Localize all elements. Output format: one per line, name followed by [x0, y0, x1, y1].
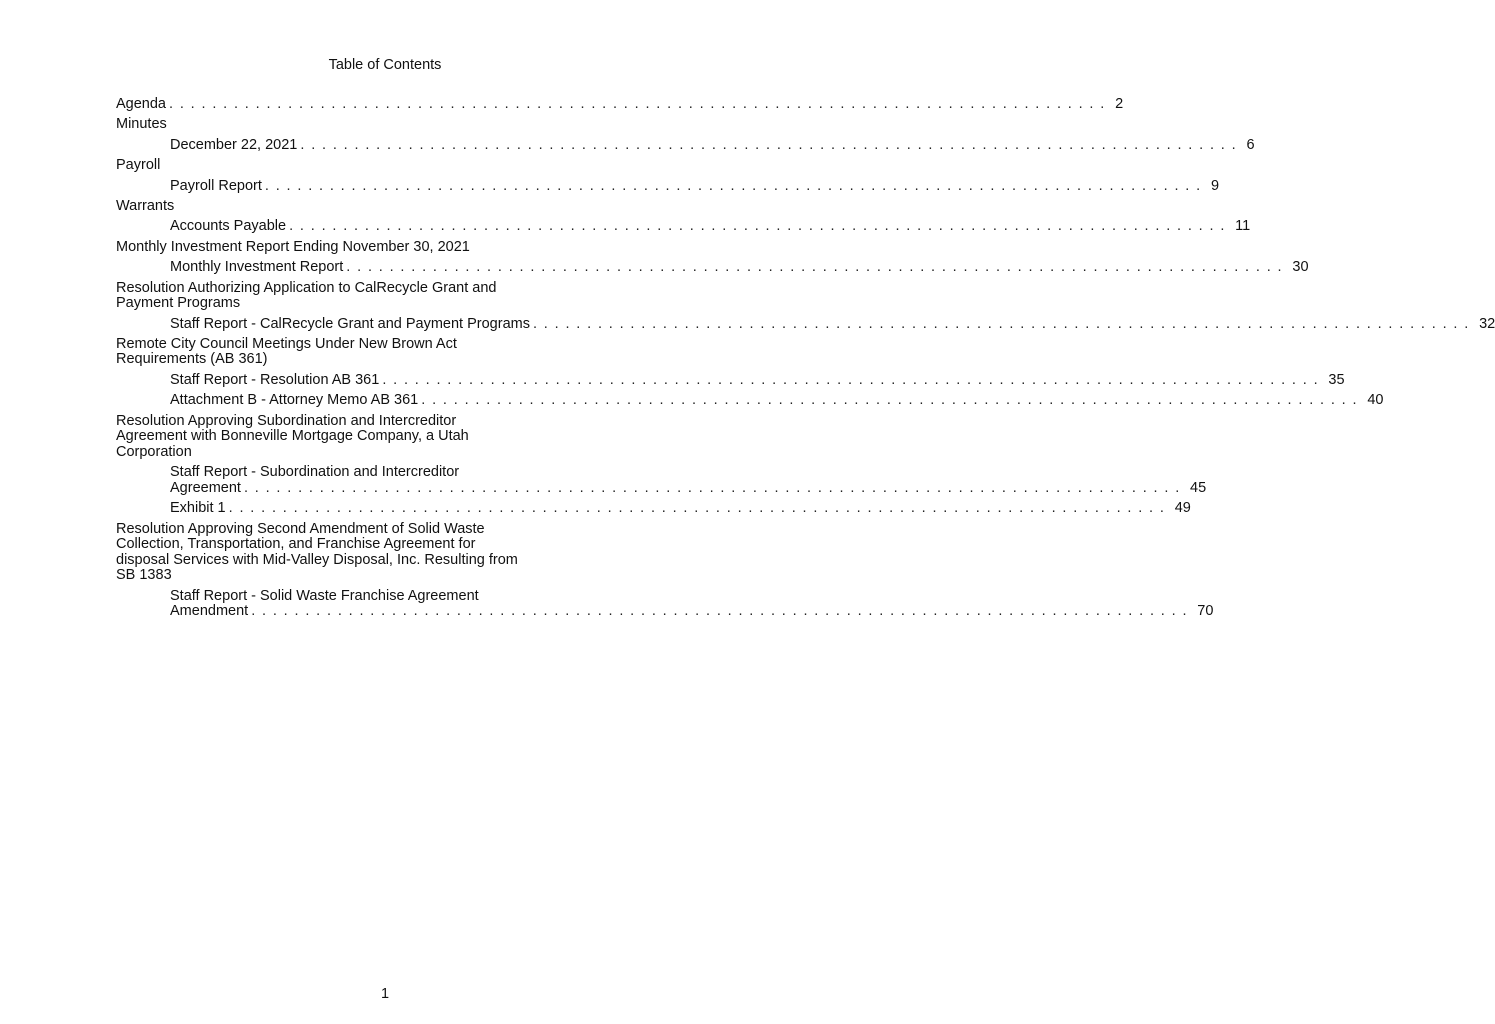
toc-entry-label: Accounts Payable: [170, 218, 287, 235]
toc-entry-label: Monthly Investment Report: [170, 259, 344, 276]
toc-section-remote-meetings: [116, 337, 624, 368]
dot-leader: .......................................................................................: [382, 371, 1325, 388]
toc-entry-attorney-memo-ab-361[interactable]: [116, 392, 1384, 409]
toc-entry-monthly-investment-report[interactable]: [116, 259, 1309, 276]
toc-entry-label: December 22, 2021: [170, 136, 298, 153]
toc-section-heading: Minutes: [116, 116, 167, 133]
toc-entry-label: Exhibit 1: [170, 500, 226, 517]
toc-entry-label: Agreement: [170, 479, 241, 496]
toc-entry-exhibit-1[interactable]: [116, 500, 1191, 517]
toc-section-subordination: [116, 414, 624, 461]
toc-section-minutes: [116, 117, 624, 133]
toc-section-calrecycle: [116, 281, 624, 312]
toc-page-number: 6: [1246, 136, 1255, 153]
toc-page-number: 32: [1479, 315, 1495, 332]
toc-section-heading-line: Resolution Authorizing Application to CalRecycle Grant and: [116, 279, 497, 296]
toc-entry-label: Amendment: [170, 603, 249, 620]
toc-page-number: 9: [1210, 177, 1220, 194]
toc-entry-solid-waste-staff-report[interactable]: [116, 587, 1214, 620]
dot-leader: .......................................................................................: [243, 479, 1187, 496]
page-title: Table of Contents: [328, 57, 442, 73]
dot-leader: .......................................................................................: [169, 96, 1112, 112]
toc-page-number: 2: [1115, 96, 1124, 112]
toc-page-number: 11: [1235, 218, 1251, 235]
toc-section-heading-line: Agreement with Bonneville Mortgage Company, a Utah: [116, 428, 469, 445]
toc-entry-label-line: Staff Report - Solid Waste Franchise Agreement: [170, 587, 479, 604]
page-number-footer: 1: [380, 986, 390, 1002]
table-of-contents: [116, 96, 1495, 620]
toc-section-warrants: [116, 199, 624, 215]
toc-entry-label: Attachment B - Attorney Memo AB 361: [170, 392, 419, 409]
toc-section-payroll: [116, 158, 624, 174]
toc-entry-calrecycle-staff-report[interactable]: [116, 315, 1495, 333]
dot-leader: .......................................................................................: [289, 218, 1232, 235]
toc-section-heading-line: Requirements (AB 361): [116, 351, 268, 368]
toc-entry-label: Staff Report - CalRecycle Grant and Payment Programs: [170, 315, 530, 332]
toc-page-number: 49: [1174, 500, 1191, 517]
toc-entry-label: Agenda: [116, 96, 166, 112]
dot-leader: .......................................................................................: [300, 136, 1243, 153]
toc-section-investment: [116, 240, 624, 256]
toc-entry-label-line: Staff Report - Subordination and Intercreditor: [170, 464, 460, 481]
toc-entry-label: Staff Report - Resolution AB 361: [170, 371, 380, 388]
toc-page-number: 35: [1328, 371, 1345, 388]
toc-page-number: 70: [1197, 603, 1214, 620]
toc-entry-subordination-staff-report[interactable]: [116, 464, 1207, 496]
toc-entry-label: Payroll Report: [170, 177, 262, 194]
toc-entry-staff-report-ab-361[interactable]: [116, 371, 1345, 389]
toc-entry-payroll-report[interactable]: [116, 177, 1220, 195]
toc-section-heading: Warrants: [116, 197, 175, 214]
toc-entry-accounts-payable[interactable]: [116, 218, 1251, 235]
toc-page-number: 30: [1292, 259, 1309, 276]
toc-entry-december-22-2021[interactable]: [116, 136, 1255, 154]
toc-section-heading-line: Payment Programs: [116, 295, 241, 312]
dot-leader: .......................................................................................: [264, 177, 1207, 194]
toc-section-heading-line: disposal Services with Mid-Valley Disposal, Inc. Resulting from: [116, 551, 518, 568]
toc-entry-agenda[interactable]: [116, 96, 1124, 113]
toc-section-solid-waste: [116, 522, 624, 584]
dot-leader: .......................................................................................: [228, 500, 1171, 517]
toc-section-heading-line: SB 1383: [116, 567, 172, 584]
toc-section-heading-line: Collection, Transportation, and Franchise Agreement for: [116, 536, 476, 553]
toc-section-heading-line: Remote City Council Meetings Under New Brown Act: [116, 335, 457, 352]
dot-leader: .......................................................................................: [532, 315, 1476, 332]
dot-leader: .......................................................................................: [251, 603, 1194, 620]
toc-section-heading: Monthly Investment Report Ending November 30, 2021: [116, 238, 470, 255]
toc-section-heading-line: Resolution Approving Subordination and Intercreditor: [116, 412, 457, 429]
toc-page-number: 45: [1190, 479, 1207, 496]
dot-leader: .......................................................................................: [421, 392, 1364, 409]
toc-section-heading-line: Corporation: [116, 443, 192, 460]
dot-leader: .......................................................................................: [346, 259, 1289, 276]
toc-section-heading-line: Resolution Approving Second Amendment of Solid Waste: [116, 520, 485, 537]
toc-page-number: 40: [1367, 392, 1384, 409]
toc-section-heading: Payroll: [116, 157, 161, 174]
